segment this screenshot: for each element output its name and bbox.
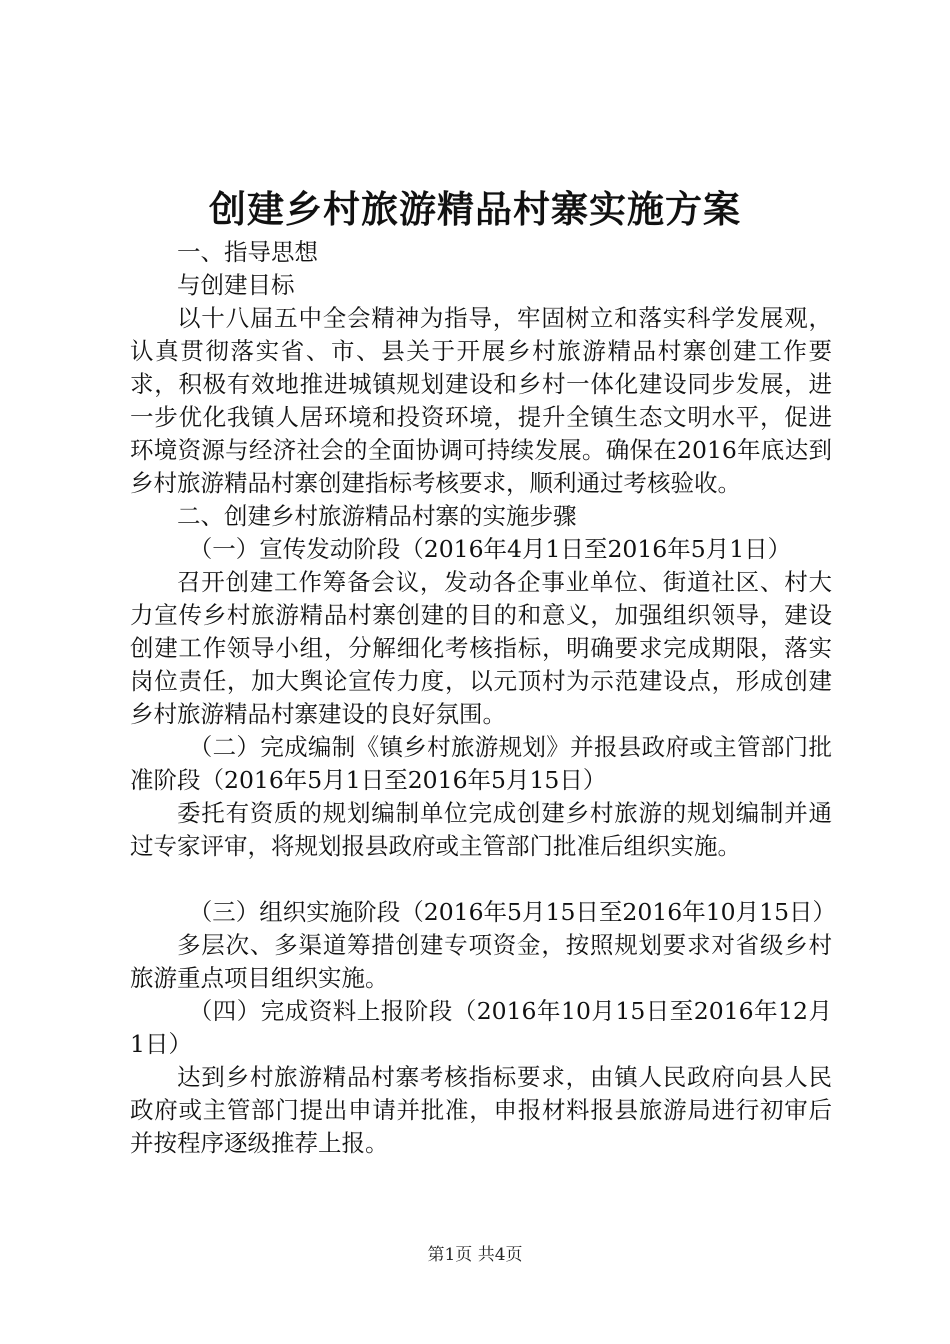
- section-heading-2: 二、创建乡村旅游精品村寨的实施步骤: [177, 502, 577, 530]
- document-title: 创建乡村旅游精品村寨实施方案: [209, 187, 741, 231]
- section-heading-1b: 与创建目标: [177, 271, 295, 299]
- stage-1-heading: （一）宣传发动阶段（2016年4月1日至2016年5月1日）: [188, 535, 792, 563]
- stage-3-paragraph: 多层次、多渠道筹措创建专项资金，按照规划要求对省级乡村旅游重点项目组织实施。: [130, 931, 832, 992]
- stage-2-paragraph: 委托有资质的规划编制单位完成创建乡村旅游的规划编制并通过专家评审，将规划报县政府或主管部门批准后组织实施。: [130, 799, 832, 860]
- section-heading-1a: 一、指导思想: [177, 238, 318, 266]
- stage-3-heading: （三）组织实施阶段（2016年5月15日至2016年10月15日）: [188, 898, 837, 926]
- stage-2-heading: （二）完成编制《镇乡村旅游规划》并报县政府或主管部门批准阶段（2016年5月1日至2016年5月15日）: [130, 733, 832, 794]
- stage-4-paragraph: 达到乡村旅游精品村寨考核指标要求，由镇人民政府向县人民政府或主管部门提出申请并批准，申报材料报县旅游局进行初审后并按程序逐级推荐上报。: [130, 1063, 832, 1157]
- document-body: [130, 236, 837, 1160]
- page-number-footer: 第1页 共4页: [427, 1245, 523, 1265]
- paragraph-guiding-thought: 以十八届五中全会精神为指导，牢固树立和落实科学发展观，认真贯彻落实省、市、县关于开展乡村旅游精品村寨创建工作要求，积极有效地推进城镇规划建设和乡村一体化建设同步发展，进一步优化我镇人居环境和投资环境，提升全镇生态文明水平，促进环境资源与经济社会的全面协调可持续发展。确保在2016年底达到乡村旅游精品村寨创建指标考核要求，顺利通过考核验收。: [130, 304, 832, 497]
- blank-line: [130, 863, 832, 896]
- stage-1-paragraph: 召开创建工作筹备会议，发动各企事业单位、街道社区、村大力宣传乡村旅游精品村寨创建的目的和意义，加强组织领导，建设创建工作领导小组，分解细化考核指标，明确要求完成期限，落实岗位责任，加大舆论宣传力度，以元顶村为示范建设点，形成创建乡村旅游精品村寨建设的良好氛围。: [130, 568, 832, 728]
- stage-4-heading: （四）完成资料上报阶段（2016年10月15日至2016年12月1日）: [130, 997, 832, 1058]
